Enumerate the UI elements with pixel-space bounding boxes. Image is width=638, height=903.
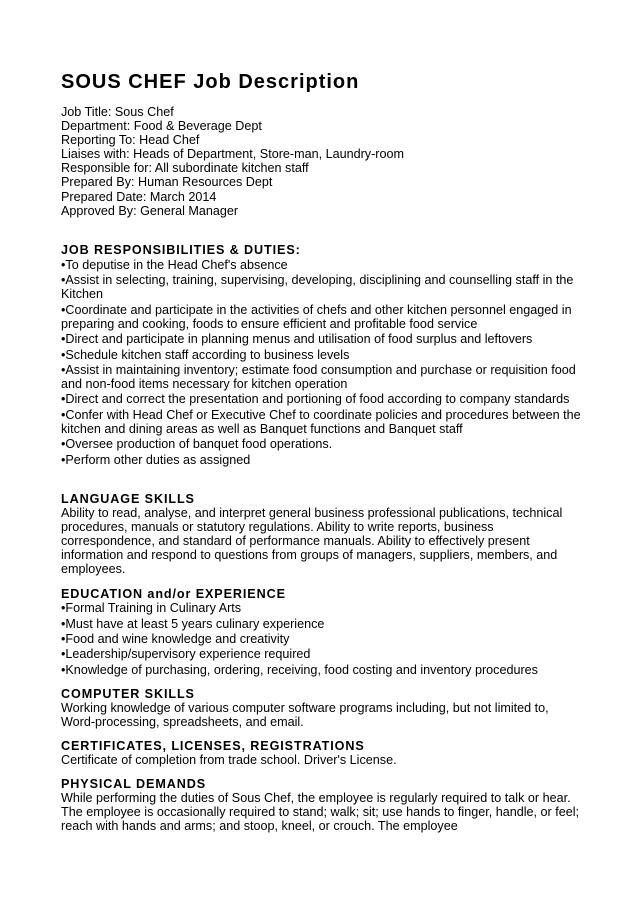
computer-section	[61, 687, 581, 729]
list-item: •Assist in maintaining inventory; estimate food consumption and purchase or requisition food and non-food items necessary for kitchen operation	[61, 362, 576, 391]
list-item: •Schedule kitchen staff according to business levels	[61, 347, 350, 362]
language-section	[61, 492, 581, 576]
list-item: •Must have at least 5 years culinary experience	[61, 616, 325, 631]
computer-text: Working knowledge of various computer software programs including, but not limited to, Word-processing, spreadsheets, and email.	[61, 700, 549, 729]
meta-liaises-with: Liaises with: Heads of Department, Store-man, Laundry-room	[61, 147, 404, 162]
list-item: •Knowledge of purchasing, ordering, receiving, food costing and inventory procedures	[61, 662, 538, 677]
list-item: •Confer with Head Chef or Executive Chef to coordinate policies and procedures between the kitchen and dining areas as well as Banquet functions and Banquet staff	[61, 407, 581, 436]
physical-section	[61, 777, 581, 833]
language-text: Ability to read, analyse, and interpret general business professional publications, technical procedures, manuals or statutory regulations. Ability to write reports, business correspondence, and standard of performance manuals. Ability to effectively present information and respond to questions from groups of managers, suppliers, members, and employees.	[61, 505, 563, 577]
meta-responsible-for: Responsible for: All subordinate kitchen staff	[61, 161, 309, 176]
meta-department: Department: Food & Beverage Dept	[61, 119, 262, 134]
list-item: •To deputise in the Head Chef's absence	[61, 257, 288, 272]
list-item: •Direct and participate in planning menus and utilisation of food surplus and leftovers	[61, 332, 533, 347]
list-item: •Coordinate and participate in the activities of chefs and other kitchen personnel engaged in preparing and cooking, foods to ensure efficient and profitable food service	[61, 302, 572, 331]
meta-job-title: Job Title: Sous Chef	[61, 105, 174, 119]
job-meta	[61, 105, 581, 218]
education-list	[61, 601, 581, 677]
list-item: •Leadership/supervisory experience required	[61, 647, 311, 662]
meta-prepared-date: Prepared Date: March 2014	[61, 189, 217, 204]
list-item: •Oversee production of banquet food operations.	[61, 437, 333, 452]
responsibilities-heading: JOB RESPONSIBILITIES & DUTIES:	[61, 242, 301, 257]
list-item: •Formal Training in Culinary Arts	[61, 601, 242, 616]
responsibilities-list	[61, 258, 581, 467]
certificates-text: Certificate of completion from trade school. Driver's License.	[61, 753, 397, 768]
physical-text: While performing the duties of Sous Chef, the employee is regularly required to talk or hear. The employee is occasionally required to stand; walk; sit; use hands to finger, handle, or feel; reach with hands and arms; and stoop, kneel, or crouch. The employee	[61, 791, 580, 834]
document-page	[61, 70, 581, 833]
meta-approved-by: Approved By: General Manager	[61, 203, 239, 218]
responsibilities-section	[61, 243, 581, 467]
certificates-section	[61, 739, 581, 767]
page-title: SOUS CHEF Job Description	[61, 71, 360, 93]
education-heading: EDUCATION and/or EXPERIENCE	[61, 587, 286, 602]
meta-reporting-to: Reporting To: Head Chef	[61, 133, 200, 148]
education-section	[61, 587, 581, 677]
list-item: •Assist in selecting, training, supervising, developing, disciplining and counselling staff in the Kitchen	[61, 273, 574, 302]
language-heading: LANGUAGE SKILLS	[61, 491, 195, 506]
list-item: •Direct and correct the presentation and portioning of food according to company standards	[61, 392, 570, 407]
list-item: •Perform other duties as assigned	[61, 452, 251, 467]
list-item: •Food and wine knowledge and creativity	[61, 631, 290, 646]
meta-prepared-by: Prepared By: Human Resources Dept	[61, 175, 273, 190]
certificates-heading: CERTIFICATES, LICENSES, REGISTRATIONS	[61, 739, 365, 754]
physical-heading: PHYSICAL DEMANDS	[61, 777, 207, 792]
computer-heading: COMPUTER SKILLS	[61, 686, 195, 701]
